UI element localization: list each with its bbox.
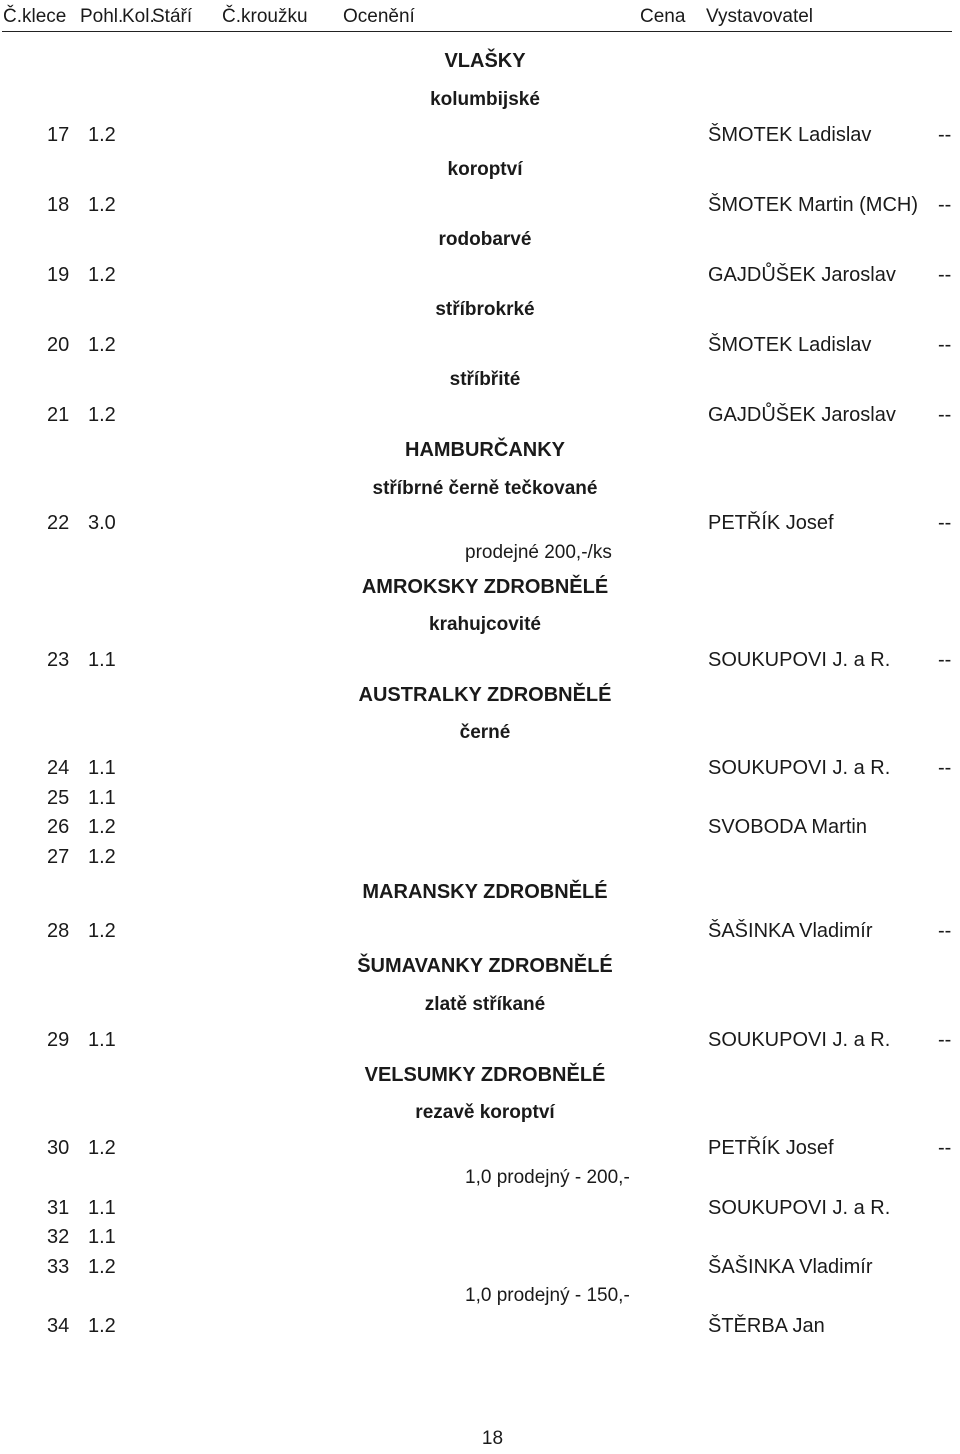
color-variety-heading: krahujcovité [429, 614, 541, 635]
sex-count: 1.1 [88, 649, 116, 671]
header-age: Stáří [152, 6, 193, 27]
cage-number: 31 [47, 1197, 70, 1219]
breed-heading: VLAŠKY [444, 50, 526, 72]
breed-heading: MARANSKY ZDROBNĚLÉ [362, 881, 608, 903]
sex-count: 1.2 [88, 264, 116, 286]
color-variety-heading: černé [459, 722, 511, 743]
color-variety-heading: rodobarvé [438, 229, 532, 250]
cage-number: 21 [47, 404, 70, 426]
entry-row [0, 1315, 960, 1341]
exhibitor-name: SOUKUPOVI J. a R. [708, 757, 891, 779]
sex-count: 1.2 [88, 846, 116, 868]
entry-row [0, 1029, 960, 1055]
exhibitor-name: SOUKUPOVI J. a R. [708, 1029, 891, 1051]
price-dash: -- [938, 404, 952, 426]
exhibitor-name: ŠAŠINKA Vladimír [708, 1256, 873, 1278]
color-variety-heading: koroptví [447, 159, 523, 180]
entry-row [0, 649, 960, 675]
exhibitor-name: GAJDŮŠEK Jaroslav [708, 404, 896, 426]
price-dash: -- [938, 124, 952, 146]
price-dash: -- [938, 334, 952, 356]
entry-row [0, 194, 960, 220]
breed-heading: ŠUMAVANKY ZDROBNĚLÉ [357, 955, 613, 977]
header-cage-number: Č.klece [3, 6, 67, 27]
sex-count: 1.2 [88, 1137, 116, 1159]
price-dash: -- [938, 264, 952, 286]
page-number: 18 [481, 1428, 504, 1449]
entry-row [0, 816, 960, 842]
sex-count: 1.1 [88, 1029, 116, 1051]
entry-row [0, 1197, 960, 1223]
exhibitor-name: PETŘÍK Josef [708, 1137, 834, 1159]
exhibitor-name: SOUKUPOVI J. a R. [708, 1197, 891, 1219]
sex-count: 1.1 [88, 1197, 116, 1219]
cage-number: 23 [47, 649, 70, 671]
exhibitor-name: PETŘÍK Josef [708, 512, 834, 534]
sex-count: 1.2 [88, 124, 116, 146]
cage-number: 29 [47, 1029, 70, 1051]
entry-row [0, 787, 960, 813]
entry-row [0, 846, 960, 872]
column-header [0, 0, 960, 34]
entry-row [0, 512, 960, 538]
cage-number: 19 [47, 264, 70, 286]
exhibitor-name: GAJDŮŠEK Jaroslav [708, 264, 896, 286]
header-divider [2, 31, 952, 32]
price-dash: -- [938, 194, 952, 216]
cage-number: 32 [47, 1226, 70, 1248]
color-variety-heading: stříbřité [449, 369, 521, 390]
price-dash: -- [938, 757, 952, 779]
header-sex: Pohl. [80, 6, 124, 27]
cage-number: 25 [47, 787, 70, 809]
cage-number: 33 [47, 1256, 70, 1278]
header-price: Cena [640, 6, 686, 27]
exhibitor-name: ŠTĚRBA Jan [708, 1315, 825, 1337]
entry-row [0, 1226, 960, 1252]
price-dash: -- [938, 920, 952, 942]
cage-number: 20 [47, 334, 70, 356]
sex-count: 1.2 [88, 404, 116, 426]
color-variety-heading: stříbrokrké [435, 299, 535, 320]
exhibitor-name: SVOBODA Martin [708, 816, 867, 838]
sex-count: 1.2 [88, 816, 116, 838]
entry-row [0, 757, 960, 783]
exhibitor-name: ŠMOTEK Martin (MCH) [708, 194, 918, 216]
entry-row [0, 264, 960, 290]
sale-note: 1,0 prodejný - 150,- [465, 1285, 630, 1306]
header-ring-number: Č.kroužku [222, 6, 308, 27]
entry-row [0, 920, 960, 946]
cage-number: 30 [47, 1137, 70, 1159]
breed-heading: AMROKSKY ZDROBNĚLÉ [361, 576, 609, 598]
cage-number: 34 [47, 1315, 70, 1337]
price-dash: -- [938, 1029, 952, 1051]
header-exhibitor: Vystavovatel [706, 6, 814, 27]
color-variety-heading: stříbrné černě tečkované [372, 478, 598, 499]
cage-number: 22 [47, 512, 70, 534]
sex-count: 1.2 [88, 1256, 116, 1278]
entry-row [0, 334, 960, 360]
price-dash: -- [938, 649, 952, 671]
color-variety-heading: rezavě koroptví [415, 1102, 555, 1123]
color-variety-heading: zlatě stříkané [424, 994, 546, 1015]
sex-count: 1.1 [88, 787, 116, 809]
cage-number: 18 [47, 194, 70, 216]
exhibitor-name: SOUKUPOVI J. a R. [708, 649, 891, 671]
entry-row [0, 1137, 960, 1163]
header-collection: Kol. [122, 6, 155, 27]
color-variety-heading: kolumbijské [430, 89, 540, 110]
entry-row [0, 1256, 960, 1282]
exhibitor-name: ŠAŠINKA Vladimír [708, 920, 873, 942]
header-rating: Ocenění [343, 6, 415, 27]
price-dash: -- [938, 512, 952, 534]
sale-note: prodejné 200,-/ks [465, 542, 612, 563]
cage-number: 24 [47, 757, 70, 779]
sex-count: 1.1 [88, 1226, 116, 1248]
breed-heading: HAMBURČANKY [405, 439, 565, 461]
cage-number: 17 [47, 124, 70, 146]
sex-count: 1.2 [88, 334, 116, 356]
price-dash: -- [938, 1137, 952, 1159]
cage-number: 28 [47, 920, 70, 942]
sex-count: 1.2 [88, 194, 116, 216]
breed-heading: VELSUMKY ZDROBNĚLÉ [364, 1064, 606, 1086]
cage-number: 26 [47, 816, 70, 838]
sale-note: 1,0 prodejný - 200,- [465, 1167, 630, 1188]
exhibitor-name: ŠMOTEK Ladislav [708, 334, 872, 356]
sex-count: 1.2 [88, 920, 116, 942]
entry-row [0, 404, 960, 430]
sex-count: 3.0 [88, 512, 116, 534]
sex-count: 1.2 [88, 1315, 116, 1337]
entry-row [0, 124, 960, 150]
breed-heading: AUSTRALKY ZDROBNĚLÉ [358, 684, 612, 706]
sex-count: 1.1 [88, 757, 116, 779]
exhibitor-name: ŠMOTEK Ladislav [708, 124, 872, 146]
cage-number: 27 [47, 846, 70, 868]
